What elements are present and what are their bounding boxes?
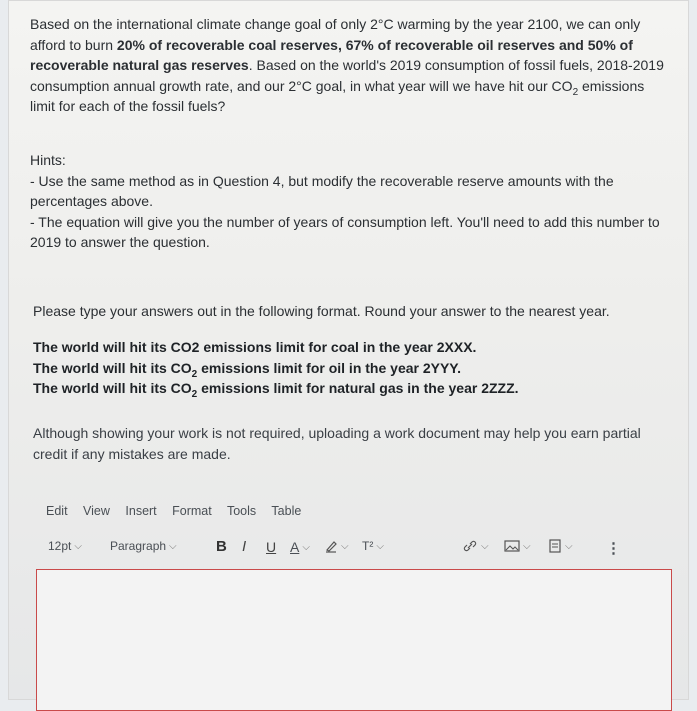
chevron-down-icon: ⌵ <box>74 540 82 552</box>
answer-gas <box>33 378 673 399</box>
hint-1: - Use the same method as in Question 4, but modify the recoverable reserve amounts with the percentages above. <box>30 172 614 209</box>
editor-menubar <box>46 504 313 518</box>
answer-oil-text: emissions limit for oil in the year 2YYY. <box>197 359 461 376</box>
question-segment: . Based on the world's 2019 consumption of fossil fuels, 2018-2019 consumption annual growth rate, and our 2°C goal, in what year will we have hit our CO <box>30 57 664 94</box>
partial-credit-note: Although showing your work is not required, uploading a work document may help you earn partial credit if any mistakes are made. <box>33 425 641 462</box>
chevron-down-icon: ⌵ <box>565 540 573 552</box>
chevron-down-icon: ⌵ <box>302 541 310 553</box>
link-icon <box>462 539 478 553</box>
link-button[interactable] <box>462 539 489 553</box>
hints-title: Hints: <box>30 152 66 168</box>
menu-tools[interactable]: Tools <box>226 504 257 518</box>
format-instruction: Please type your answers out in the following format. Round your answer to the nearest year. <box>33 303 610 319</box>
chevron-down-icon: ⌵ <box>376 540 384 552</box>
answer-gas-text: The world will hit its CO <box>33 380 192 396</box>
document-icon <box>548 539 562 553</box>
subscript: 2 <box>191 388 198 400</box>
question-segment: emissions limit for each of the fossil fuels? <box>30 77 645 114</box>
answer-gas-text: emissions limit for natural gas in the year 2ZZZ. <box>197 380 519 396</box>
answer-coal: The world will hit its CO2 emissions limit for coal in the year 2XXX. <box>33 339 477 355</box>
font-size-select[interactable] <box>48 539 82 553</box>
bold-button[interactable]: B <box>216 538 227 555</box>
text-color-button[interactable] <box>290 539 310 555</box>
font-size-value: 12pt <box>48 539 72 553</box>
italic-button[interactable]: I <box>242 538 247 555</box>
answer-format-block <box>33 337 673 399</box>
question-bold-segment: 20% of recoverable coal reserves, 67% of recoverable oil reserves and 50% of recoverable natural gas reserves <box>30 36 633 73</box>
highlight-button[interactable] <box>324 539 349 553</box>
superscript-button[interactable] <box>362 539 384 553</box>
menu-table[interactable]: Table <box>271 504 302 518</box>
image-icon <box>504 539 520 553</box>
chevron-down-icon: ⌵ <box>169 540 177 552</box>
text-color-icon: A <box>290 539 300 555</box>
menu-insert[interactable]: Insert <box>125 504 157 518</box>
question-segment: Based on the international climate change goal of only 2°C warming by the year 2100, we can only afford to burn <box>30 16 641 53</box>
chevron-down-icon: ⌵ <box>341 540 349 552</box>
hint-2: - The equation will give you the number of years of consumption left. You'll need to add this number to 2019 to answer the question. <box>30 213 660 250</box>
image-button[interactable] <box>504 539 531 553</box>
chevron-down-icon: ⌵ <box>523 540 531 552</box>
rich-text-editor[interactable] <box>36 569 672 711</box>
highlighter-icon <box>324 539 338 553</box>
superscript-icon: T² <box>362 539 374 553</box>
underline-button[interactable]: U <box>266 539 277 555</box>
chevron-down-icon: ⌵ <box>481 540 489 552</box>
more-options-button[interactable]: ⋮ <box>606 540 621 557</box>
menu-format[interactable]: Format <box>172 504 212 518</box>
answer-oil-text: The world will hit its CO <box>33 359 192 376</box>
menu-view[interactable]: View <box>83 504 110 518</box>
embed-button[interactable] <box>548 539 573 553</box>
subscript: 2 <box>572 86 579 98</box>
editor-toolbar <box>48 539 648 559</box>
answer-oil <box>33 358 673 379</box>
hints-block <box>30 150 660 253</box>
block-format-select[interactable] <box>110 539 177 553</box>
question-text <box>30 14 670 117</box>
subscript: 2 <box>191 368 198 380</box>
question-page <box>8 0 689 700</box>
block-format-value: Paragraph <box>110 539 167 553</box>
menu-edit[interactable]: Edit <box>46 504 68 518</box>
